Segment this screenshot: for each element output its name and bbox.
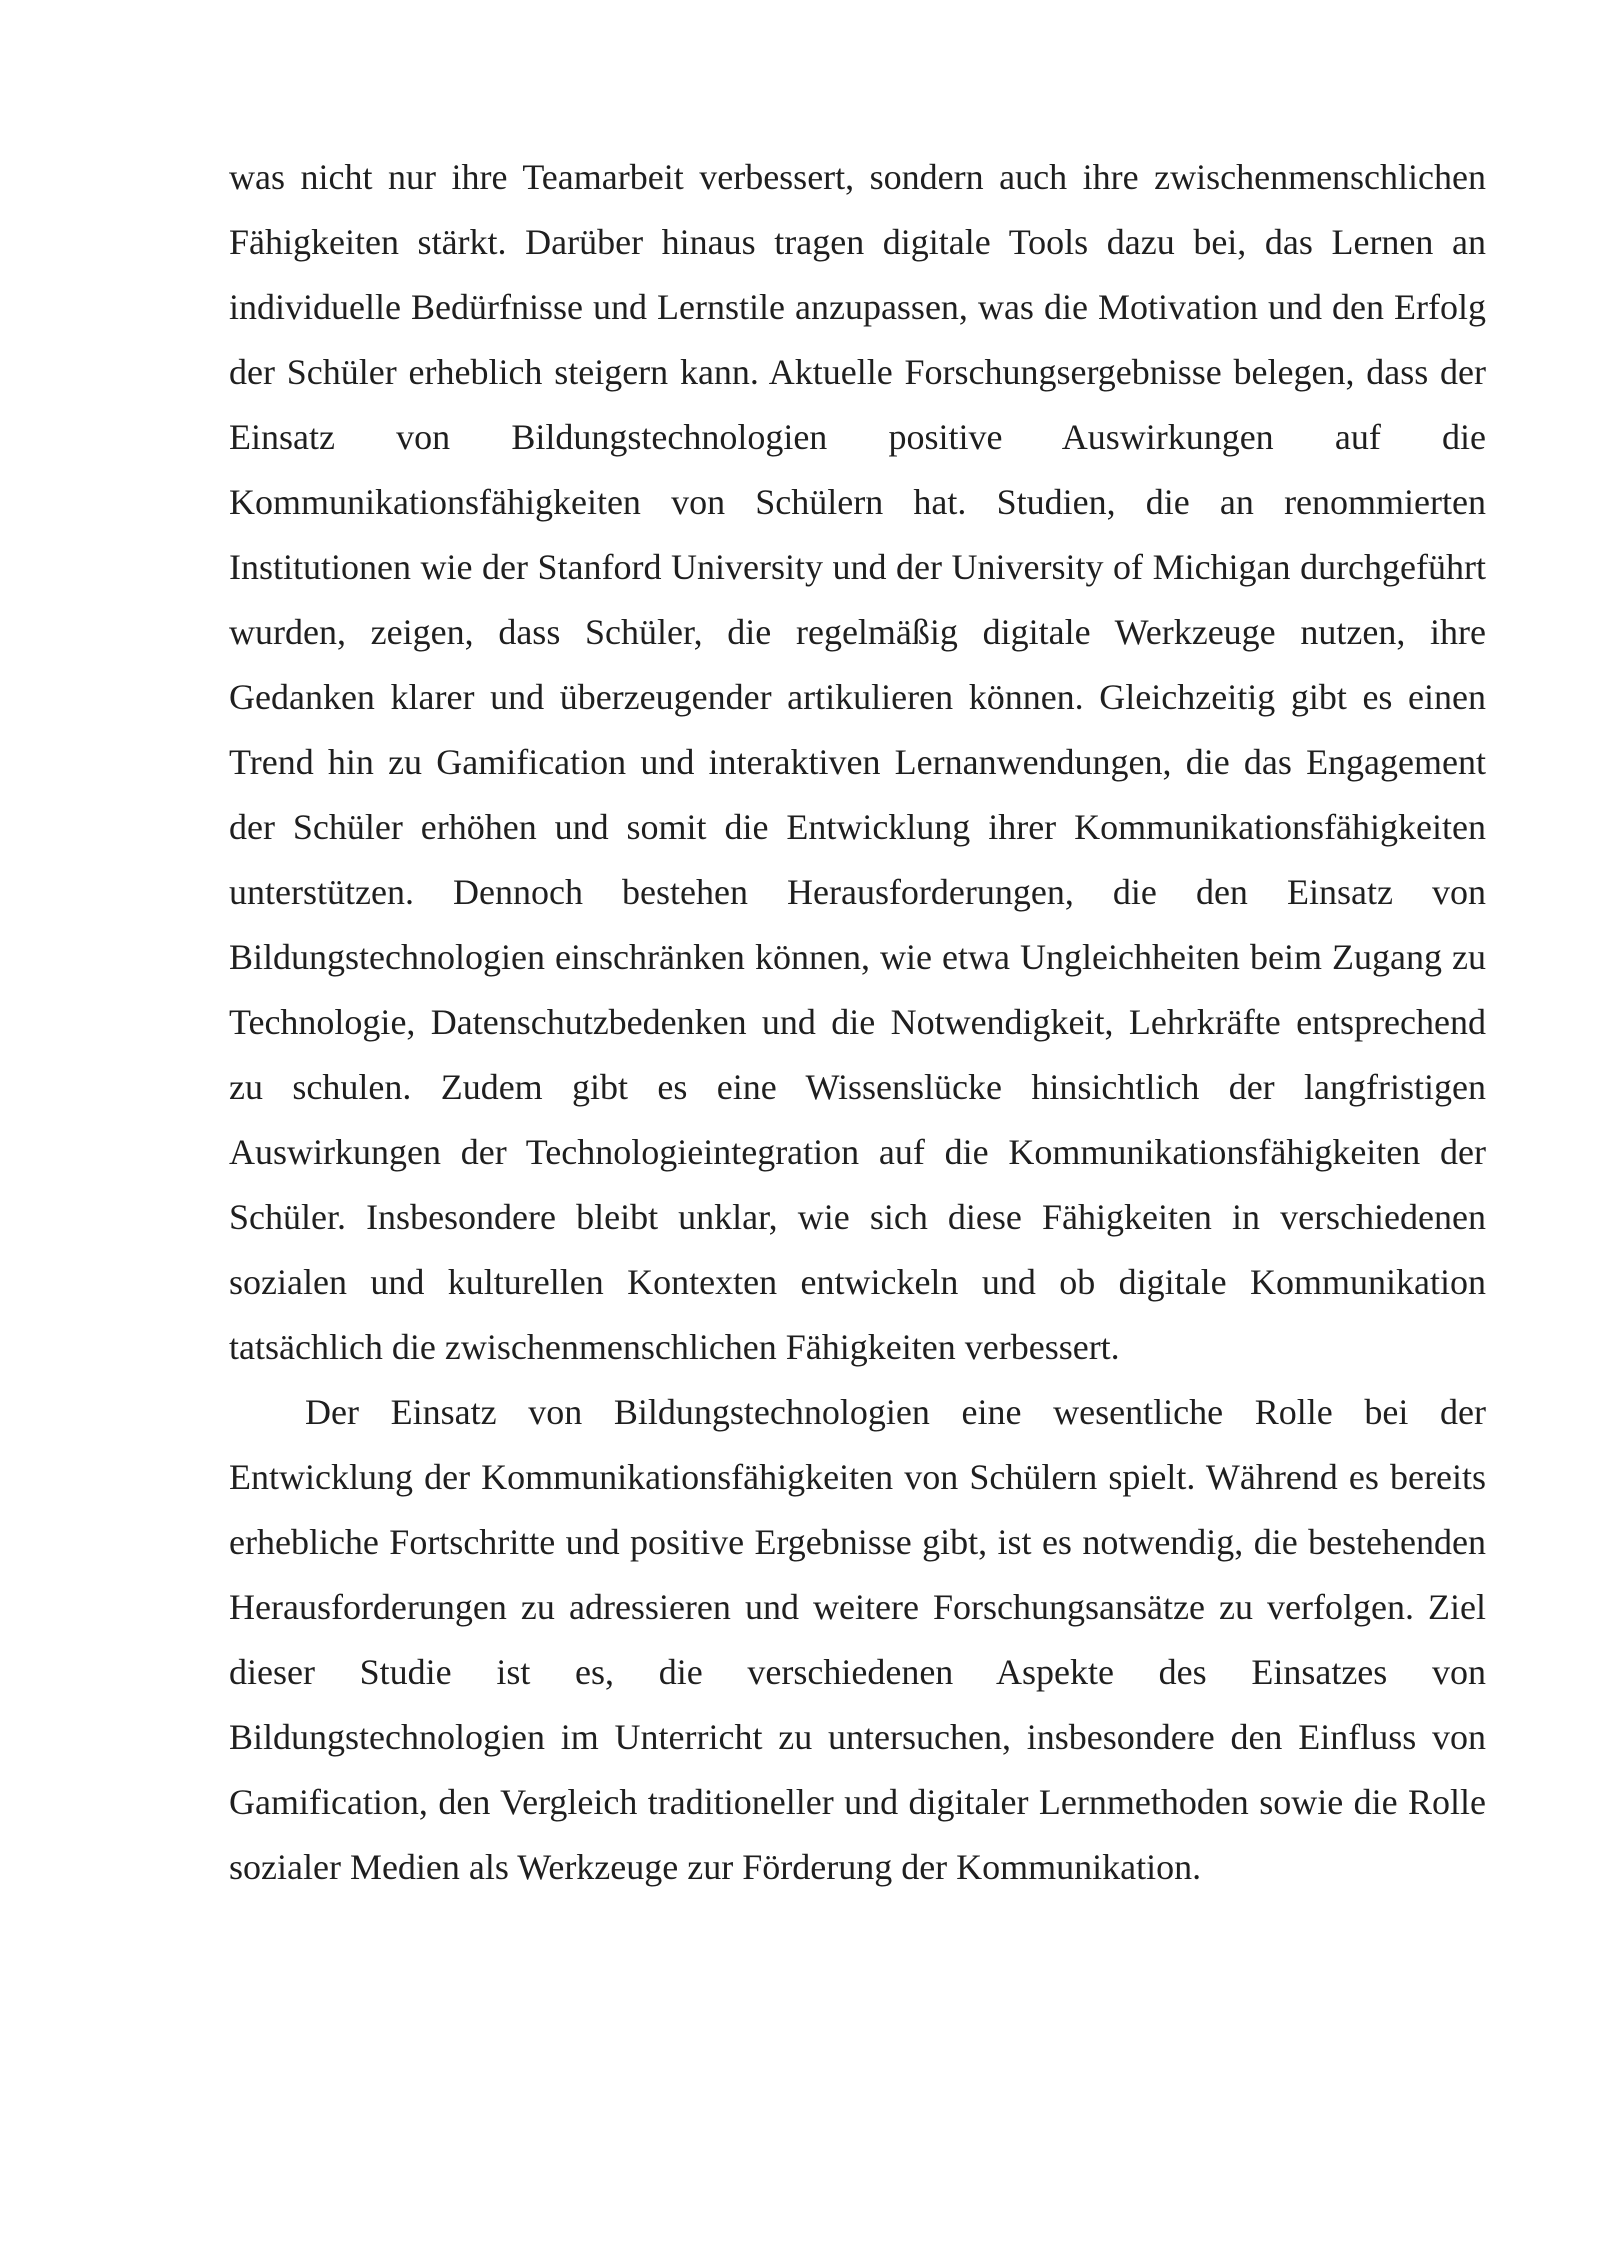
paragraph-conclusion: Der Einsatz von Bildungstechnologien eine wesentliche Rolle bei der Entwicklung der Kommunikationsfähigkeiten von Schülern spielt. Während es bereits erhebliche Fortschritte und positive Ergebnisse gibt, ist es notwendig, die bestehenden Herausforderungen zu adressieren und weitere Forschungsansätze zu verfolgen. Ziel dieser Studie ist es, die verschiedenen Aspekte des Einsatzes von Bildungstechnologien im Unterricht zu untersuchen, insbesondere den Einfluss von Gamification, den Vergleich traditioneller und digitaler Lernmethoden sowie die Rolle sozialer Medien als Werkzeuge zur Förderung der Kommunikation. — [229, 1392, 1486, 1887]
body-text — [229, 145, 1486, 1900]
paragraph-continued: was nicht nur ihre Teamarbeit verbessert, sondern auch ihre zwischenmenschlichen Fähigkeiten stärkt. Darüber hinaus tragen digitale Tools dazu bei, das Lernen an individuelle Bedürfnisse und Lernstile anzupassen, was die Motivation und den Erfolg der Schüler erheblich steigern kann. Aktuelle Forschungsergebnisse belegen, dass der Einsatz von Bildungstechnologien positive Auswirkungen auf die Kommunikationsfähigkeiten von Schülern hat. Studien, die an renommierten Institutionen wie der Stanford University und der University of Michigan durchgeführt wurden, zeigen, dass Schüler, die regelmäßig digitale Werkzeuge nutzen, ihre Gedanken klarer und überzeugender artikulieren können. Gleichzeitig gibt es einen Trend hin zu Gamification und interaktiven Lernanwendungen, die das Engagement der Schüler erhöhen und somit die Entwicklung ihrer Kommunikationsfähigkeiten unterstützen. Dennoch bestehen Herausforderungen, die den Einsatz von Bildungstechnologien einschränken können, wie etwa Ungleichheiten beim Zugang zu Technologie, Datenschutzbedenken und die Notwendigkeit, Lehrkräfte entsprechend zu schulen. Zudem gibt es eine Wissenslücke hinsichtlich der langfristigen Auswirkungen der Technologieintegration auf die Kommunikationsfähigkeiten der Schüler. Insbesondere bleibt unklar, wie sich diese Fähigkeiten in verschiedenen sozialen und kulturellen Kontexten entwickeln und ob digitale Kommunikation tatsächlich die zwischenmenschlichen Fähigkeiten verbessert. — [229, 157, 1486, 1367]
